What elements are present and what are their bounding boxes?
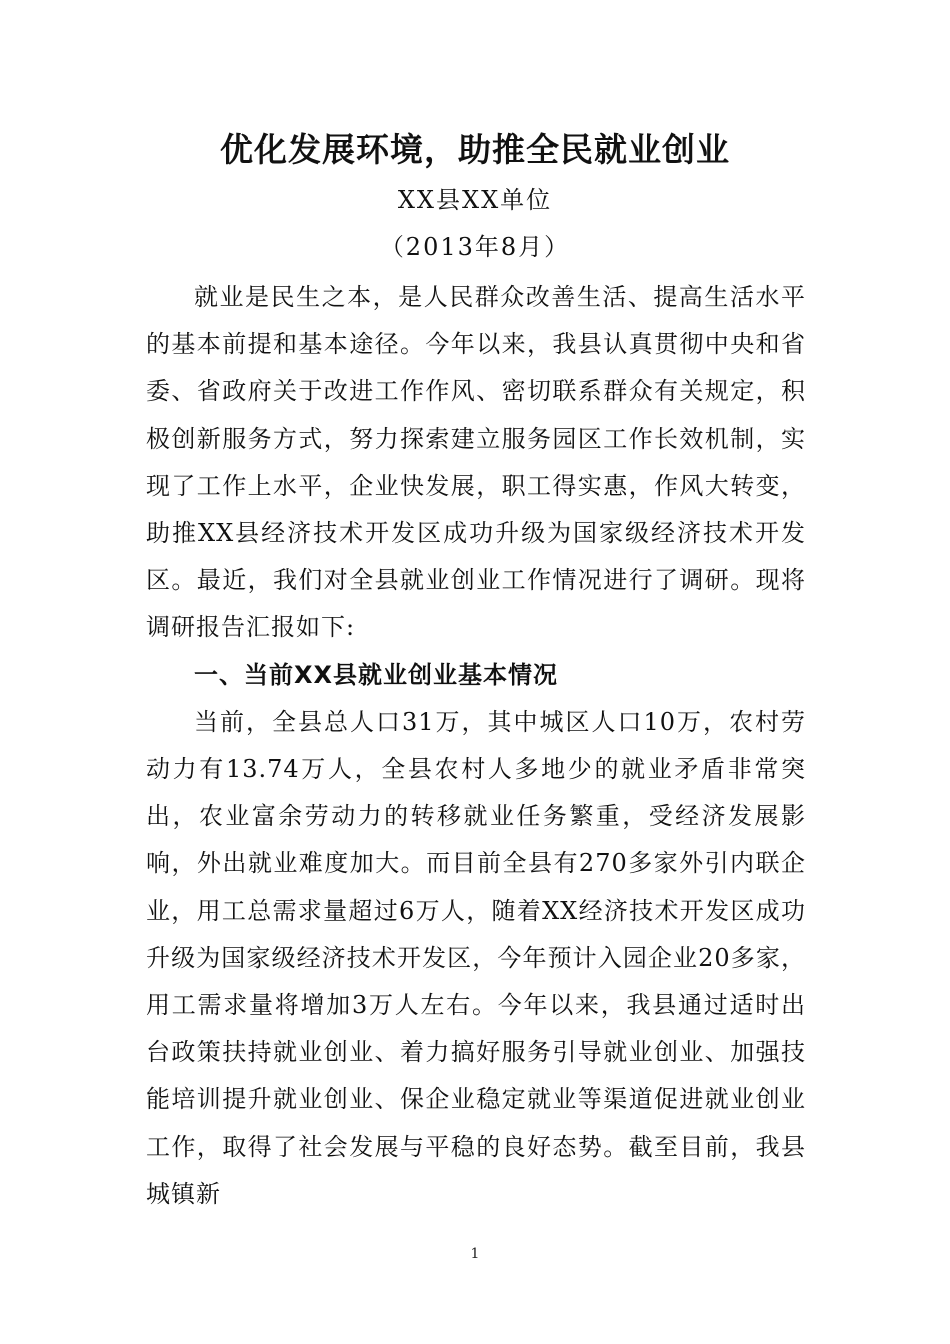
document-title: 优化发展环境，助推全民就业创业 xyxy=(220,130,730,169)
author-unit: XX县XX单位 xyxy=(397,186,553,214)
document-date: （2013年8月） xyxy=(379,233,571,261)
section-heading: 一、当前XX县就业创业基本情况 xyxy=(194,660,559,689)
section-paragraph: 当前，全县总人口31万，其中城区人口10万，农村劳动力有13.74万人，全县农村人多地少的就业矛盾非常突出，农业富余劳动力的转移就业任务繁重，受经济发展影响，外出就业难度加大。而目前全县有270多家外引内联企业，用工总需求量超过6万人，随着XX经济技术开发区成功升级为国家级经济技术开发区，今年预计入园企业20多家，用工需求量将增加3万人左右。今年以来，我县通过适时出台政策扶持就业创业、着力搞好服务引导就业创业、加强技能培训提升就业创业、保企业稳定就业等渠道促进就业创业工作，取得了社会发展与平稳的良好态势。截至目前，我县城镇新 xyxy=(146,707,806,1208)
intro-paragraph: 就业是民生之本，是人民群众改善生活、提高生活水平的基本前提和基本途径。今年以来，我县认真贯彻中央和省委、省政府关于改进工作作风、密切联系群众有关规定，积极创新服务方式，努力探索建立服务园区工作长效机制，实现了工作上水平，企业快发展，职工得实惠，作风大转变，助推XX县经济技术开发区成功升级为国家级经济技术开发区。最近，我们对全县就业创业工作情况进行了调研。现将调研报告汇报如下: xyxy=(146,283,806,642)
document-body xyxy=(146,274,806,1218)
page-number: 1 xyxy=(470,1246,480,1262)
